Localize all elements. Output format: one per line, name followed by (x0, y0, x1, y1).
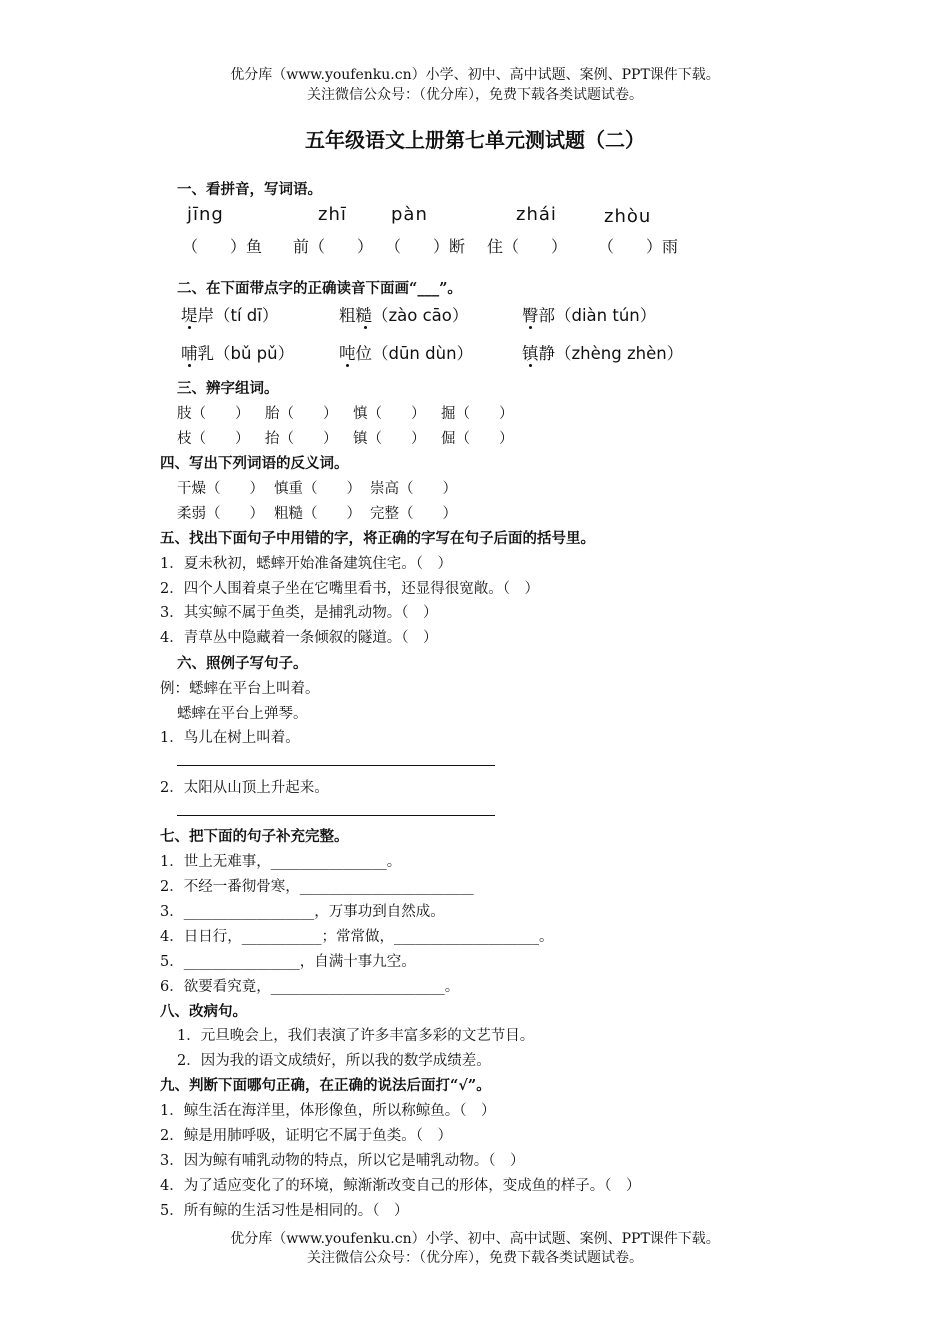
section-4-heading: 四、写出下列词语的反义词。 (160, 455, 349, 472)
fix-sentence-2: 2．因为我的语文成绩好，所以我的数学成绩差。 (177, 1053, 491, 1069)
section-5-heading: 五、找出下面句子中用错的字，将正确的字写在句子后面的括号里。 (160, 530, 595, 547)
section-9-heading: 九、判断下面哪句正确，在正确的说法后面打“√”。 (160, 1077, 491, 1094)
reading-item-5: 吨位（dūn dùn） (339, 344, 474, 363)
section-8-heading: 八、改病句。 (160, 1003, 247, 1020)
word-group-2: 胎（ ） (265, 406, 338, 422)
section-3-heading: 三、辨字组词。 (177, 380, 279, 397)
emphasis-dot (529, 326, 532, 329)
answer-line-2[interactable] (177, 815, 495, 816)
word-blank-4: 住（ ） (487, 237, 568, 256)
example-sentence-1: 例：蟋蟀在平台上叫着。 (160, 681, 320, 697)
reading-item-4: 哺乳（bǔ pǔ） (181, 344, 295, 363)
section-6-heading: 六、照例子写句子。 (177, 655, 308, 672)
word-group-7: 镇（ ） (353, 431, 426, 447)
header-line-2: 关注微信公众号：（优分库），免费下载各类试题试卷。 (307, 87, 643, 103)
pinyin-5: zhòu (604, 206, 652, 227)
antonym-5: 粗糙（ ） (274, 506, 361, 522)
word-group-6: 抬（ ） (265, 431, 338, 447)
rewrite-question-2: 2．太阳从山顶上升起来。 (160, 780, 329, 796)
word-group-4: 掘（ ） (441, 406, 514, 422)
correction-item-1: 1．夏未秋初，蟋蟀开始准备建筑住宅。（ ） (160, 556, 452, 572)
rewrite-question-1: 1．鸟儿在树上叫着。 (160, 730, 300, 746)
page-title: 五年级语文上册第七单元测试题（二） (305, 128, 645, 152)
section-7-heading: 七、把下面的句子补充完整。 (160, 828, 349, 845)
footer-line-2: 关注微信公众号：（优分库），免费下载各类试题试卷。 (307, 1250, 643, 1266)
word-group-3: 慎（ ） (353, 406, 426, 422)
answer-line-1[interactable] (177, 765, 495, 766)
emphasis-dot (346, 364, 349, 367)
complete-item-6: 6．欲要看究竟，________________________。 (160, 979, 460, 995)
judge-item-1: 1．鲸生活在海洋里，体形像鱼，所以称鲸鱼。（ ） (160, 1103, 496, 1119)
fix-sentence-1: 1．元旦晚会上，我们表演了许多丰富多彩的文艺节目。 (177, 1028, 535, 1044)
pinyin-1: jīng (187, 204, 224, 225)
emphasis-dot (529, 364, 532, 367)
word-blank-5: （ ）雨 (598, 237, 679, 256)
emphasis-dot (188, 364, 191, 367)
judge-item-3: 3．因为鲸有哺乳动物的特点，所以它是哺乳动物。（ ） (160, 1153, 525, 1169)
word-blank-1: （ ）鱼 (182, 237, 263, 256)
complete-item-2: 2．不经一番彻骨寒，________________________ (160, 879, 474, 895)
judge-item-4: 4．为了适应变化了的环境，鲸渐渐改变自己的形体，变成鱼的样子。（ ） (160, 1178, 641, 1194)
word-blank-2: 前（ ） (293, 237, 374, 256)
emphasis-dot (364, 326, 367, 329)
complete-item-4: 4．日日行，___________；常常做，____________________。 (160, 929, 554, 945)
word-group-8: 倔（ ） (441, 431, 514, 447)
correction-item-2: 2．四个人围着桌子坐在它嘴里看书，还显得很宽敞。（ ） (160, 581, 539, 597)
footer-line-1: 优分库（www.youfenku.cn）小学、初中、高中试题、案例、PPT课件下载。 (230, 1231, 720, 1247)
antonym-2: 慎重（ ） (274, 481, 361, 497)
word-group-1: 肢（ ） (177, 406, 250, 422)
pinyin-2: zhī (318, 204, 347, 225)
antonym-6: 完整（ ） (370, 506, 457, 522)
complete-item-3: 3．__________________，万事功到自然成。 (160, 904, 445, 920)
header-line-1: 优分库（www.youfenku.cn）小学、初中、高中试题、案例、PPT课件下载。 (230, 67, 720, 83)
pinyin-3: pàn (391, 204, 428, 225)
example-sentence-2: 蟋蟀在平台上弹琴。 (177, 706, 308, 722)
word-blank-3: （ ）断 (385, 237, 466, 256)
antonym-1: 干燥（ ） (177, 481, 264, 497)
pinyin-4: zhái (516, 204, 557, 225)
word-group-5: 枝（ ） (177, 431, 250, 447)
reading-item-2: 粗糙（zào cāo） (339, 306, 469, 325)
correction-item-3: 3．其实鲸不属于鱼类，是捕乳动物。（ ） (160, 605, 438, 621)
antonym-4: 柔弱（ ） (177, 506, 264, 522)
section-1-heading: 一、看拼音，写词语。 (177, 181, 322, 198)
antonym-3: 崇高（ ） (370, 481, 457, 497)
emphasis-dot (188, 326, 191, 329)
complete-item-5: 5．________________，自满十事九空。 (160, 954, 416, 970)
judge-item-2: 2．鲸是用肺呼吸，证明它不属于鱼类。（ ） (160, 1128, 452, 1144)
section-2-heading: 二、在下面带点字的正确读音下面画“___”。 (177, 280, 462, 297)
reading-item-3: 臀部（diàn tún） (522, 306, 657, 325)
correction-item-4: 4．青草丛中隐藏着一条倾叙的隧道。（ ） (160, 630, 438, 646)
complete-item-1: 1．世上无难事，________________。 (160, 854, 402, 870)
reading-item-6: 镇静（zhèng zhèn） (522, 344, 684, 363)
judge-item-5: 5．所有鲸的生活习性是相同的。（ ） (160, 1203, 409, 1219)
reading-item-1: 堤岸（tí dī） (181, 306, 279, 325)
